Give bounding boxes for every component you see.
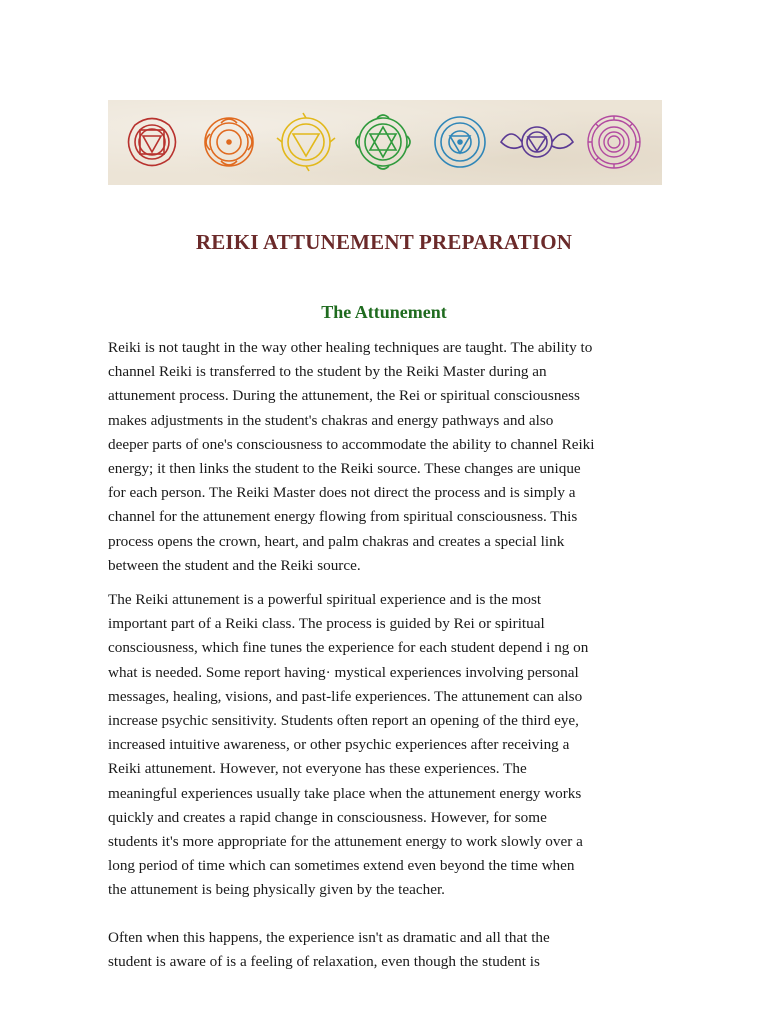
sacral-chakra-icon [205, 118, 253, 166]
solar-plexus-chakra-icon [277, 113, 335, 171]
paragraph-line: for each person. The Reiki Master does not direct the process and is simply a [108, 484, 576, 502]
throat-chakra-icon [435, 117, 485, 167]
paragraph-line: Reiki is not taught in the way other healing techniques are taught. The ability to [108, 339, 593, 356]
paragraph-line: what is needed. Some report having· mystical experiences involving personal [108, 663, 579, 681]
paragraph-line: makes adjustments in the student's chakras and energy pathways and also [108, 411, 554, 429]
document-title: REIKI ATTUNEMENT PREPARATION [195, 230, 573, 254]
paragraph-line: energy; it then links the student to the Reiki source. These changes are unique [108, 460, 581, 478]
paragraph-line: channel for the attunement energy flowing from spiritual consciousness. This [108, 508, 578, 526]
body-paragraph [108, 588, 668, 903]
paragraph-line: Reiki attunement. However, not everyone has these experiences. The [108, 760, 527, 778]
paragraph-line: consciousness, which fine tunes the experience for each student depend i ng on [108, 639, 589, 657]
paragraph-line: meaningful experiences usually take place when the attunement energy works [108, 784, 582, 802]
paragraph-line: quickly and creates a rapid change in consciousness. However, for some [108, 808, 547, 826]
body-paragraph [108, 336, 668, 578]
paragraph-line: increase psychic sensitivity. Students often report an opening of the third eye, [108, 712, 579, 730]
body-paragraph [108, 926, 668, 974]
chakra-banner-image [108, 100, 662, 185]
paragraph-line: process opens the crown, heart, and palm chakras and creates a special link [108, 532, 565, 550]
paragraph-line: attunement process. During the attunement, the Rei or spiritual consciousness [108, 387, 580, 405]
paragraph-line: long period of time which can sometimes extend even beyond the time when [108, 857, 575, 875]
paragraph-line: increased intuitive awareness, or other psychic experiences after receiving a [108, 736, 570, 754]
paragraph-line: Often when this happens, the experience isn't as dramatic and all that the [108, 929, 550, 946]
paragraph-line: channel Reiki is transferred to the student by the Reiki Master during an [108, 363, 547, 381]
paragraph-line: students it's more appropriate for the attunement energy to work slowly over a [108, 833, 583, 851]
paragraph-line: deeper parts of one's consciousness to accommodate the ability to channel Reiki [108, 435, 595, 453]
section-heading: The Attunement [321, 302, 447, 322]
paragraph-line: between the student and the Reiki source. [108, 556, 361, 574]
paragraph-line: student is aware of is a feeling of relaxation, even though the student is [108, 953, 540, 971]
paragraph-line: messages, healing, visions, and past-life experiences. The attunement can also [108, 687, 583, 705]
paragraph-line: important part of a Reiki class. The process is guided by Rei or spiritual [108, 615, 545, 633]
heart-chakra-icon [356, 115, 410, 169]
paragraph-line: the attunement is being physically given by the teacher. [108, 881, 445, 899]
root-chakra-icon [129, 119, 176, 166]
crown-chakra-icon [588, 116, 640, 168]
third-eye-chakra-icon [501, 127, 573, 157]
paragraph-line: The Reiki attunement is a powerful spiritual experience and is the most [108, 591, 542, 608]
